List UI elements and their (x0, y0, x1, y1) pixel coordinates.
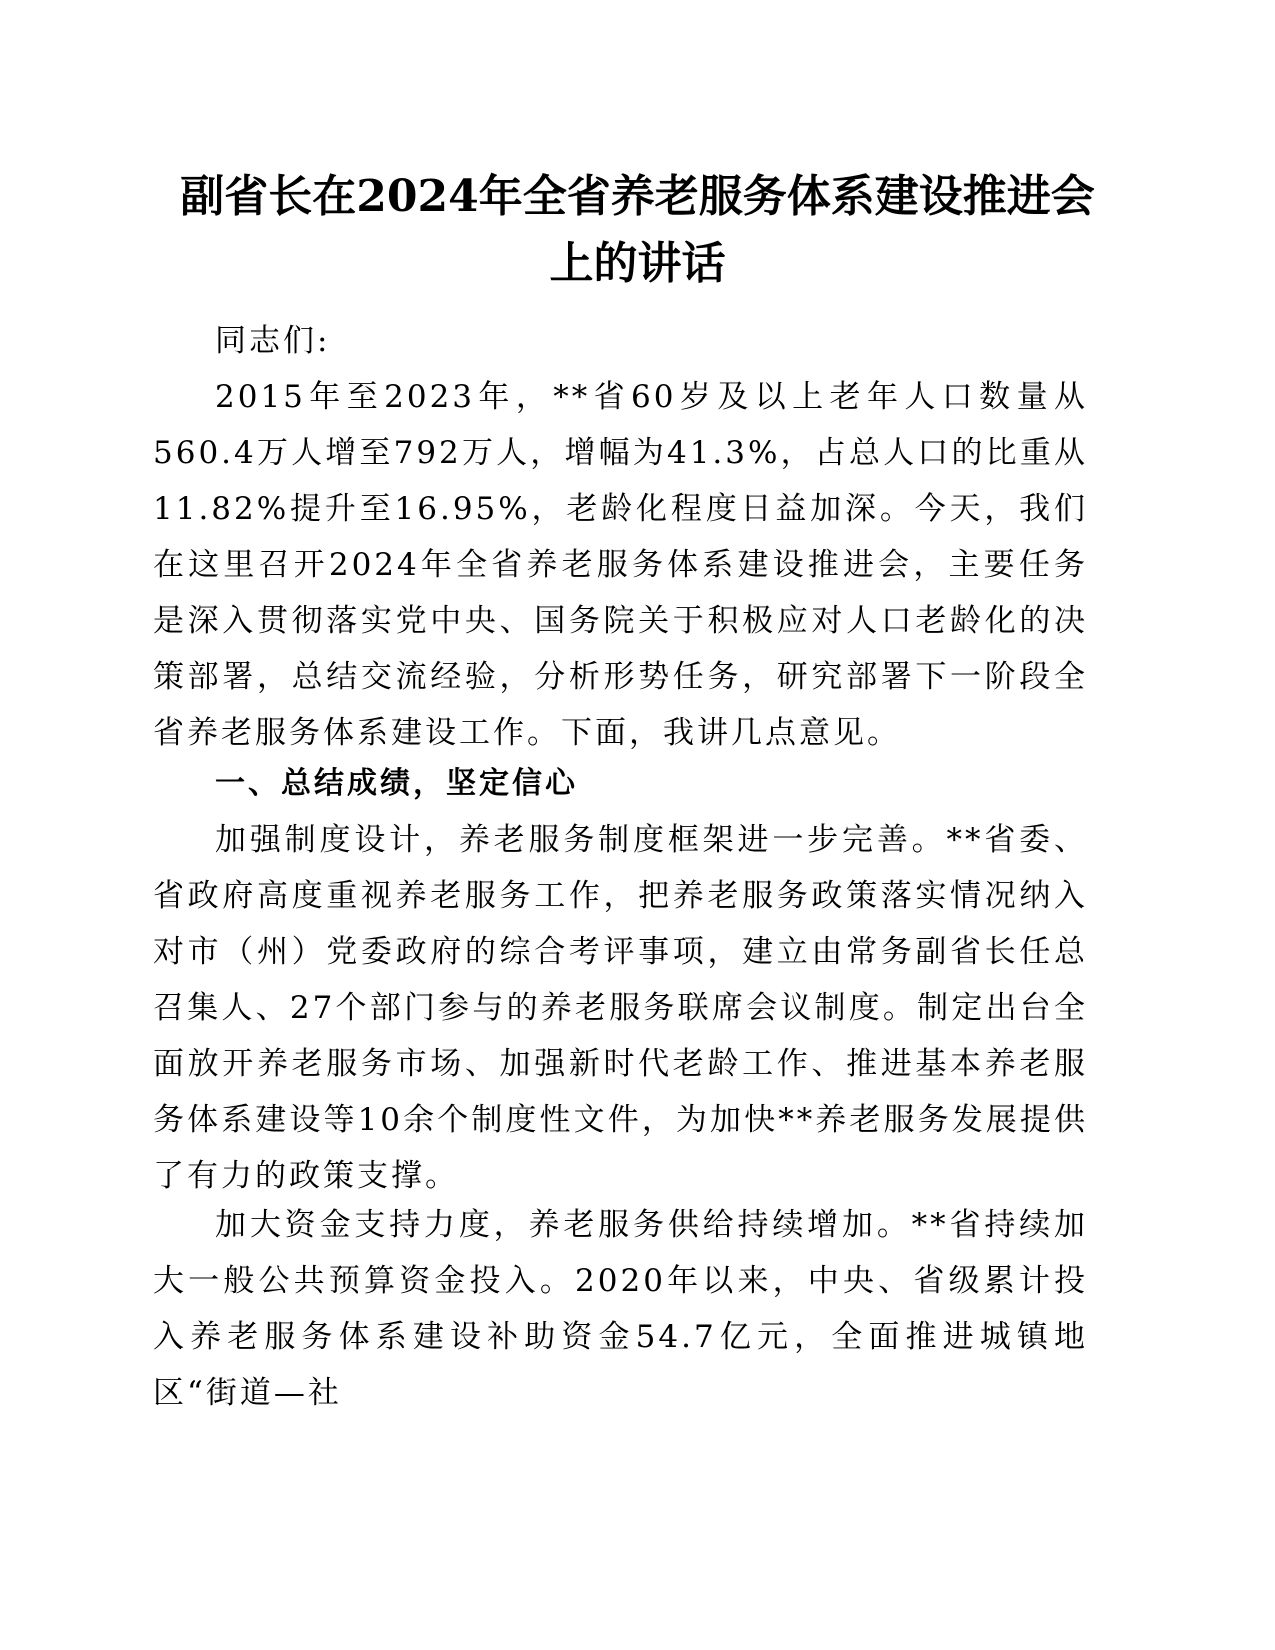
paragraph-intro: 2015年至2023年，**省60岁及以上老年人口数量从560.4万人增至792万人，增幅为41.3%，占总人口的比重从11.82%提升至16.95%，老龄化程度日益加深。今天，我们在这里召开2024年全省养老服务体系建设推进会，主要任务是深入贯彻落实党中央、国务院关于积极应对人口老龄化的决策部署，总结交流经验，分析形势任务，研究部署下一阶段全省养老服务体系建设工作。下面，我讲几点意见。 (153, 379, 1088, 751)
greeting: 同志们: (215, 323, 331, 359)
paragraph-funding: 加大资金支持力度，养老服务供给持续增加。**省持续加大一般公共预算资金投入。2020年以来，中央、省级累计投入养老服务体系建设补助资金54.7亿元，全面推进城镇地区“街道—社 (153, 1207, 1088, 1411)
document-title-line-2: 上的讲话 (549, 238, 726, 289)
document-title-line-1: 副省长在2024年全省养老服务体系建设推进会 (180, 171, 1095, 222)
section-heading-1: 一、总结成绩，坚定信心 (215, 766, 578, 801)
paragraph-system-design: 加强制度设计，养老服务制度框架进一步完善。**省委、省政府高度重视养老服务工作，把养老服务政策落实情况纳入对市（州）党委政府的综合考评事项，建立由常务副省长任总召集人、27个部门参与的养老服务联席会议制度。制定出台全面放开养老服务市场、加强新时代老龄工作、推进基本养老服务体系建设等10余个制度性文件，为加快**养老服务发展提供了有力的政策支撑。 (153, 822, 1088, 1194)
